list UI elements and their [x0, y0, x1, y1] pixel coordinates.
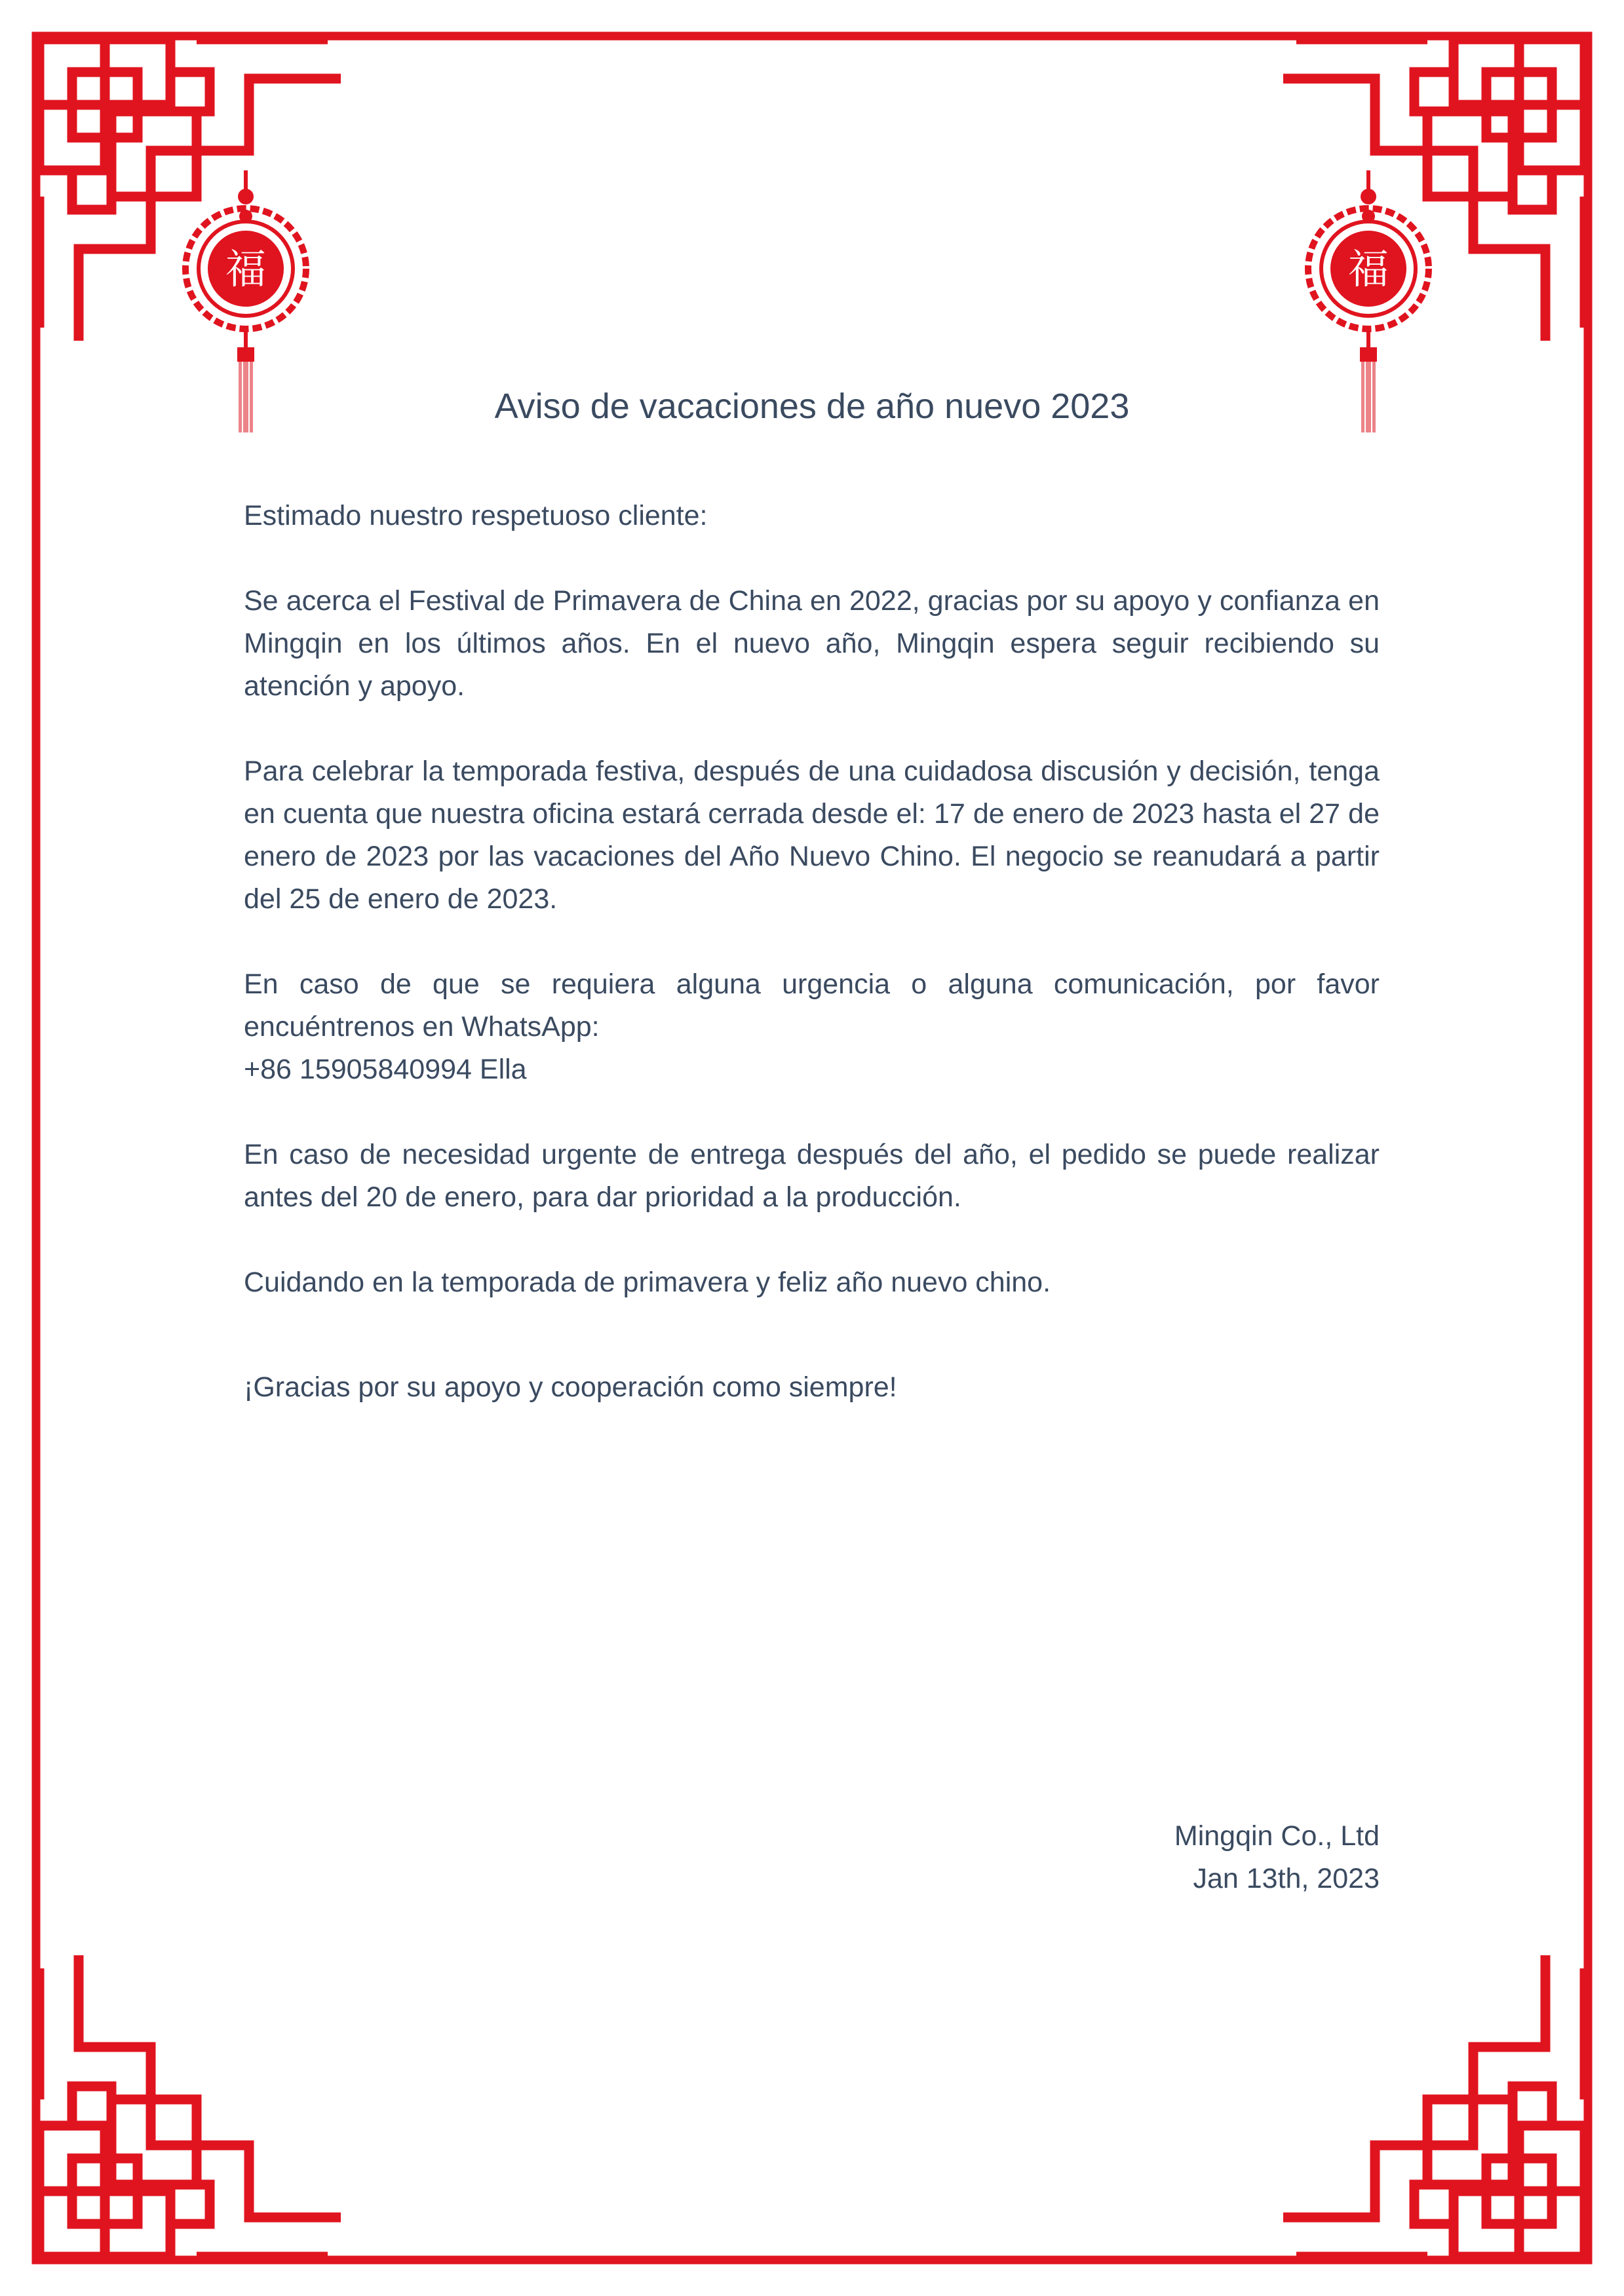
greeting: Estimado nuestro respetuoso cliente:	[244, 500, 708, 531]
paragraph-urgent-orders: En caso de necesidad urgente de entrega después del año, el pedido se puede realizar antes del 20 de enero, para dar prioridad a la producción.	[244, 1139, 1380, 1213]
paragraph-intro: Se acerca el Festival de Primavera de China en 2022, gracias por su apoyo y confianza en Mingqin en los últimos años. En el nuevo año, Mingqin espera seguir recibiendo su atención y apoyo.	[244, 585, 1380, 702]
paragraph-greetings: Cuidando en la temporada de primavera y feliz año nuevo chino.	[244, 1267, 1051, 1298]
company-name: Mingqin Co., Ltd	[1174, 1820, 1380, 1852]
signature-block	[983, 1815, 1380, 1900]
signature-date: Jan 13th, 2023	[1193, 1863, 1380, 1894]
svg-text:福: 福	[1347, 245, 1389, 293]
paragraph-closure-dates: Para celebrar la temporada festiva, después de una cuidadosa discusión y decisión, tenga en cuenta que nuestra oficina estará cerrada desde el: 17 de enero de 2023 hasta el 27 de enero de 2023 por las vacaciones del Año Nuevo Chino. El negocio se reanudará a partir del 25 de enero de 2023.	[244, 756, 1380, 915]
notice-body	[244, 495, 1380, 1451]
bottom-right-lattice	[1283, 1955, 1585, 2257]
whatsapp-contact: +86 15905840994 Ella	[244, 1054, 527, 1085]
paragraph-thanks: ¡Gracias por su apoyo y cooperación como siempre!	[244, 1371, 897, 1403]
bottom-left-lattice	[39, 1955, 341, 2257]
paragraph-contact	[244, 963, 1380, 1091]
svg-text:福: 福	[225, 245, 267, 293]
contact-instructions: En caso de que se requiera alguna urgencia o alguna comunicación, por favor encuéntrenos en WhatsApp:	[244, 968, 1380, 1043]
notice-title: Aviso de vacaciones de año nuevo 2023	[494, 387, 1130, 426]
